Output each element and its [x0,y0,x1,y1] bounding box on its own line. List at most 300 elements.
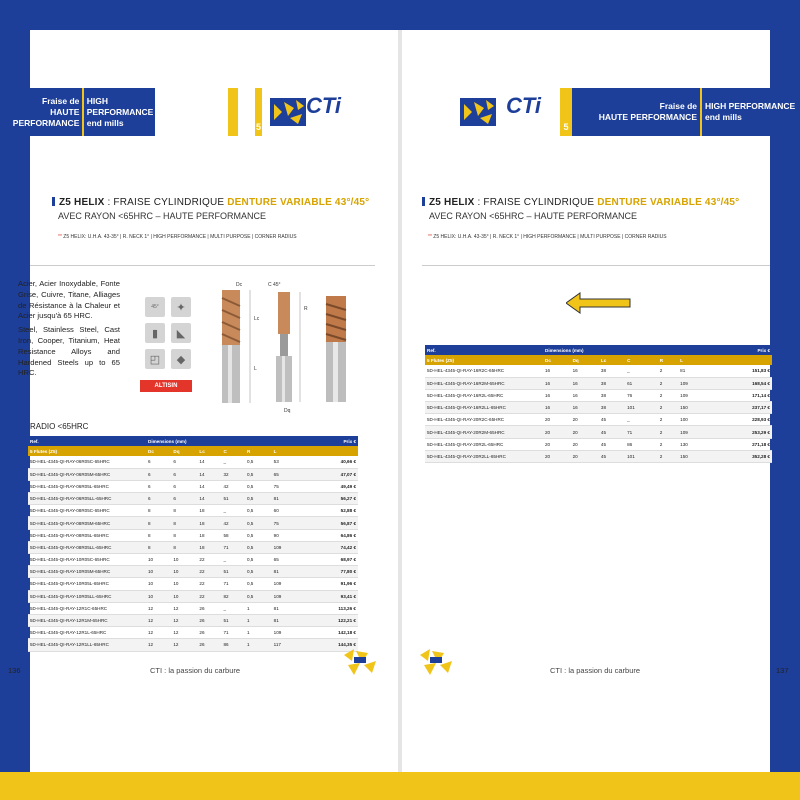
section-number: 5 [256,122,262,132]
footer-logo-left-icon [340,645,380,677]
dimension-cell: 130 [678,438,711,450]
table-subheader-row [28,446,358,456]
dimension-cell: 12 [146,627,171,639]
dimension-cell: 16 [543,389,571,401]
col-l: L [272,446,302,456]
col-dc: Dc [146,446,171,456]
table-row [28,529,358,541]
ref-cell: 5D-HEL-4345-QI-RAY-16R2M-65HRC [425,377,543,389]
page-number-left: 136 [8,666,21,675]
dimension-cell: 0,5 [245,590,272,602]
dimension-cell: 20 [543,438,571,450]
dimension-cell: 86 [222,639,245,651]
dimension-cell: 16 [571,402,599,414]
ref-cell: 5D-HEL-4345-QI-RAY-06R05LL-65HRC [28,493,146,505]
dimension-cell: _ [222,456,245,468]
ref-cell: 5D-HEL-4345-QI-RAY-16R2LL-65HRC [425,402,543,414]
dimension-cell: 0,5 [245,493,272,505]
dimension-cell: 6 [171,480,197,492]
right-header-en-line1: HIGH PERFORMANCE [705,101,796,111]
table-row [425,438,772,450]
diagram-label-lc: Lc [254,316,260,322]
dimension-cell: 45 [599,426,625,438]
footer-tagline-left: CTI : la passion du carbure [150,666,241,675]
footer-tagline-right: CTI : la passion du carbure [550,666,641,675]
dimension-cell: 60 [272,505,302,517]
diagram-label-l: L [254,366,257,372]
dimension-cell: 26 [197,639,221,651]
dimension-cell: 10 [146,566,171,578]
ref-cell: 5D-HEL-4345-QI-RAY-12R1M-65HRC [28,614,146,626]
table-row [425,414,772,426]
dimension-cell: 0,5 [245,529,272,541]
left-product-subtitle: AVEC RAYON <65HRC – HAUTE PERFORMANCE [58,211,266,221]
description-en: Steel, Stainless Steel, Cast Iron, Cooper, Titanium, Heat Resistance Alloys and Hardened Steels up to 65 HRC. [18,325,120,378]
left-header-en [84,88,155,136]
dimension-cell: 42 [222,517,245,529]
ref-cell: 5D-HEL-4345-QI-RAY-06R05M-65HRC [28,468,146,480]
ref-cell: 5D-HEL-4345-QI-RAY-08R05LL-65HRC [28,541,146,553]
dimension-cell: 6 [146,493,171,505]
dimension-cell: 38 [599,389,625,401]
dimension-cell: 71 [222,541,245,553]
table-row [28,493,358,505]
ref-cell: 5D-HEL-4345-QI-RAY-12R1LL-65HRC [28,639,146,651]
dimension-cell: 2 [658,377,678,389]
dimension-cell: 42 [222,480,245,492]
table-row [28,554,358,566]
price-cell: 113,26 € [302,602,358,614]
dimension-cell: 81 [272,614,302,626]
right-tags [428,234,667,240]
dimension-cell: 10 [146,590,171,602]
dimension-cell: 8 [171,541,197,553]
price-cell: 47,07 € [302,468,358,480]
price-cell: 352,28 € [711,450,772,462]
dimension-cell: 38 [599,365,625,377]
price-cell: 237,17 € [711,402,772,414]
dimension-cell: 8 [171,529,197,541]
right-table-header-row [425,345,772,355]
dimension-cell: _ [222,602,245,614]
col-lc: Lc [197,446,221,456]
dimension-cell: 0,5 [245,517,272,529]
dimension-cell: 10 [171,566,197,578]
angle-label: 45° [151,304,159,310]
table-row [425,365,772,377]
dimension-cell: _ [222,554,245,566]
header-en-line1: HIGH PERFORMANCE [86,95,154,117]
ref-cell: 5D-HEL-4345-QI-RAY-20R2LL-65HRC [425,450,543,462]
price-cell: 151,83 € [711,365,772,377]
table-row [28,480,358,492]
right-tags-star: ** [428,234,432,240]
dimension-cell: 14 [197,480,221,492]
ref-cell: 5D-HEL-4345-QI-RAY-06R05C-65HRC [28,456,146,468]
right-table-subheader-row [425,355,772,365]
dimension-cell: 117 [272,639,302,651]
dimension-cell: 150 [678,450,711,462]
dimension-cell: 26 [197,614,221,626]
dimension-cell: 81 [272,566,302,578]
col-r: R [245,446,272,456]
dimension-cell: 109 [272,590,302,602]
ref-cell: 5D-HEL-4345-QI-RAY-16R2C-65HRC [425,365,543,377]
table-row [28,602,358,614]
dimension-cell: 22 [197,578,221,590]
dimension-cell: 81 [272,602,302,614]
coating-badge: ALTISIN [140,380,192,392]
dimension-cell: 32 [222,468,245,480]
dimension-cell: 2 [658,450,678,462]
dimension-cell: 101 [625,450,658,462]
price-cell: 168,54 € [711,377,772,389]
right-col-c: C [625,355,658,365]
table-row [28,541,358,553]
ref-cell: 5D-HEL-4345-QI-RAY-08R05M-65HRC [28,517,146,529]
dimension-cell: 12 [146,602,171,614]
dimension-cell: 101 [625,402,658,414]
title-bar-icon [52,197,55,206]
dimension-cell: 38 [599,377,625,389]
price-cell: 144,35 € [302,639,358,651]
dimension-cell: 82 [222,590,245,602]
dimension-cell: 109 [272,541,302,553]
right-col-l: L [678,355,711,365]
price-cell: 74,42 € [302,541,358,553]
dimension-cell: 6 [171,456,197,468]
price-cell: 171,14 € [711,389,772,401]
dimension-cell: 26 [197,602,221,614]
right-header-en-line2: end mills [705,112,742,122]
ramping-icon: ◆ [171,349,191,369]
page-number-right: 137 [776,666,789,675]
right-tags-text: Z5 HELIX: U.H.A. 43-35° | R. NECK 1° | HIGH PERFORMANCE | MULTI PURPOSE | CORNER RADIUS [433,234,667,240]
table-row [28,639,358,651]
dimension-cell: 8 [146,529,171,541]
dimension-cell: 16 [543,402,571,414]
dimension-cell: 6 [146,456,171,468]
col-price: Prix € [302,436,358,446]
table-row [28,468,358,480]
dimension-cell: 12 [146,614,171,626]
dimension-cell: 0,5 [245,468,272,480]
dimension-cell: 1 [245,627,272,639]
dimension-cell: 20 [571,438,599,450]
diagram-label-dc: Dc [236,282,243,288]
col-ref: Ref. [28,436,146,446]
dimension-cell: 10 [146,578,171,590]
dimension-cell: 14 [197,468,221,480]
table-row [425,402,772,414]
dimension-cell: 100 [678,414,711,426]
left-arrow-icon [566,292,632,314]
dimension-cell: 86 [625,438,658,450]
table-row [28,456,358,468]
dimension-cell: 20 [571,426,599,438]
ref-cell: 5D-HEL-4345-QI-RAY-10R05L-65HRC [28,578,146,590]
dimension-cell: 2 [658,426,678,438]
dimension-cell: 109 [272,578,302,590]
dimension-cell: 12 [146,639,171,651]
right-col-lc: Lc [599,355,625,365]
price-cell: 77,80 € [302,566,358,578]
dimension-cell: 6 [146,468,171,480]
dimension-cell: 16 [543,377,571,389]
table-row [425,426,772,438]
dimension-cell: 75 [272,517,302,529]
dimension-cell: 20 [571,414,599,426]
dimension-cell: 20 [543,426,571,438]
dimension-cell: 0,5 [245,578,272,590]
footer-logo-right-icon [416,645,456,677]
table-row [28,505,358,517]
col-dimensions: Dimensions (mm) [146,436,302,446]
dimension-cell: 61 [625,377,658,389]
dimension-cell: 10 [171,554,197,566]
dimension-cell: 0,5 [245,480,272,492]
table-row [425,377,772,389]
right-col-dc: Dc [543,355,571,365]
dimension-cell: 51 [222,566,245,578]
dimension-cell: 16 [543,365,571,377]
dimension-cell: 22 [197,566,221,578]
dimension-cell: _ [222,505,245,517]
dimension-cell: 20 [571,450,599,462]
dimension-cell: 2 [658,414,678,426]
dimension-cell: 1 [245,614,272,626]
section-tab [255,88,262,136]
right-product-subtitle: AVEC RAYON <65HRC – HAUTE PERFORMANCE [429,211,637,221]
ref-cell: 5D-HEL-4345-QI-RAY-20R2L-65HRC [425,438,543,450]
ref-cell: 5D-HEL-4345-QI-RAY-10R05C-65HRC [28,554,146,566]
dimension-cell: 0,5 [245,456,272,468]
dimension-cell: 90 [272,529,302,541]
left-logo-text: CTi [306,93,342,118]
price-cell: 64,86 € [302,529,358,541]
table-row [28,614,358,626]
price-cell: 142,18 € [302,627,358,639]
right-col-ref: Ref. [425,345,543,355]
dimension-cell: 2 [658,402,678,414]
right-header-fr-line2: HAUTE PERFORMANCE [598,112,697,122]
dimension-cell: 18 [197,517,221,529]
diagram-label-c45: C 45° [268,282,281,288]
header-fr-line2: HAUTE PERFORMANCE [12,106,80,128]
tags-text: Z5 HELIX: U.H.A. 43-35° | R. NECK 1° | HIGH PERFORMANCE | MULTI PURPOSE | CORNER RADIUS [63,234,297,240]
radio-label: RADIO <65HRC [30,422,89,431]
dimension-cell: 26 [197,627,221,639]
left-section-number: 5 [228,162,233,171]
dimension-cell: 71 [625,426,658,438]
dimension-cell: 1 [245,602,272,614]
dimension-cell: 150 [678,402,711,414]
price-cell: 91,96 € [302,578,358,590]
table-header-row [28,436,358,446]
left-product-title [52,197,369,208]
dimension-cell: 10 [171,578,197,590]
ref-cell: 5D-HEL-4345-QI-RAY-20R2C-65HRC [425,414,543,426]
top-frame [0,0,800,30]
description-fr: Acier, Acier Inoxydable, Fonte Grise, Cuivre, Titane, Alliages de Résistance à la Chaleur et Acier jusqu'à 65 HRC. [18,279,120,321]
left-header-band [0,88,262,136]
col-flutes: 5 Flutes (Z5) [28,446,146,456]
price-cell: 228,93 € [711,414,772,426]
table-row [28,566,358,578]
pocket-icon: ◰ [145,349,165,369]
right-title-bar-icon [422,197,425,206]
dimension-cell: 76 [625,389,658,401]
ref-cell: 5D-HEL-4345-QI-RAY-12R1L-65HRC [28,627,146,639]
right-header-fr [572,88,700,136]
dimension-cell: 2 [658,365,678,377]
dimension-cell: 58 [222,529,245,541]
right-product-title [422,197,739,208]
slotting-icon: ▮ [145,323,165,343]
dimension-cell: 45 [599,414,625,426]
left-divider [30,265,375,266]
price-cell: 271,18 € [711,438,772,450]
ref-cell: 5D-HEL-4345-QI-RAY-20R2M-65HRC [425,426,543,438]
table-row [28,517,358,529]
table-row [425,389,772,401]
dimension-cell: 8 [171,517,197,529]
dimension-cell: 1 [245,639,272,651]
dimension-cell: 18 [197,505,221,517]
table-row [28,627,358,639]
dimension-cell: 6 [146,480,171,492]
dimension-cell: 8 [171,505,197,517]
dimension-cell: 6 [171,468,197,480]
dimension-cell: 2 [658,438,678,450]
left-header-fr [0,88,82,136]
dimension-cell: 0,5 [245,566,272,578]
right-section-number: 5 [563,122,569,132]
diagram-label-r: R [304,306,308,312]
right-col-r: R [658,355,678,365]
dimension-cell: 8 [146,505,171,517]
dimension-cell: 8 [146,541,171,553]
dimension-cell: 51 [222,493,245,505]
right-title-highlight: DENTURE VARIABLE 43°/45° [597,197,740,208]
col-dq: Dq [171,446,197,456]
dimension-cell: 12 [171,614,197,626]
title-bold: Z5 HELIX [59,197,105,208]
price-cell: 56,27 € [302,493,358,505]
ref-cell: 5D-HEL-4345-QI-RAY-08R05L-65HRC [28,529,146,541]
dimension-cell: 16 [571,377,599,389]
header-en-line2: end mills [86,117,124,128]
right-col-dimensions: Dimensions (mm) [543,345,711,355]
dimension-cell: 109 [678,377,711,389]
ref-cell: 5D-HEL-4345-QI-RAY-10R05M-65HRC [28,566,146,578]
right-divider [422,265,770,266]
dimension-cell: 81 [678,365,711,377]
dimension-cell: 2 [658,389,678,401]
dimension-cell: 81 [272,493,302,505]
dimension-cell: 20 [543,450,571,462]
bottom-frame [0,772,800,800]
title-highlight: DENTURE VARIABLE 43°/45° [227,197,370,208]
material-icon: ✦ [171,297,191,317]
price-cell: 122,21 € [302,614,358,626]
dimension-cell: 75 [272,480,302,492]
dimension-cell: 38 [599,402,625,414]
tool-drawing-icon [210,280,360,415]
dimension-cell: 6 [171,493,197,505]
right-header-en [702,88,800,136]
dimension-cell: 10 [171,590,197,602]
left-section-tab [228,88,238,136]
dimension-cell: 45 [599,450,625,462]
right-price-table [425,345,772,463]
dimension-cell: 14 [197,456,221,468]
price-cell: 56,87 € [302,517,358,529]
ref-cell: 5D-HEL-4345-QI-RAY-12R1C-65HRC [28,602,146,614]
ref-cell: 5D-HEL-4345-QI-RAY-16R2L-65HRC [425,389,543,401]
dimension-cell: 12 [171,627,197,639]
dimension-cell: 45 [599,438,625,450]
col-c: C [222,446,245,456]
price-cell: 49,49 € [302,480,358,492]
cti-logo-icon-right [458,92,508,132]
price-cell: 253,29 € [711,426,772,438]
left-price-table [28,436,358,652]
header-fr-line1: Fraise de [42,95,80,106]
right-col-price: Prix € [711,345,772,355]
right-section-tab [560,88,572,136]
tags-star: ** [58,234,62,240]
price-cell: 93,41 € [302,590,358,602]
dimension-cell: 0,5 [245,541,272,553]
material-description [18,279,120,382]
title-rest: : FRAISE CYLINDRIQUE [104,197,228,208]
diagram-label-dq: Dq [284,408,291,414]
dimension-cell: 8 [146,517,171,529]
dimension-cell: 22 [197,554,221,566]
table-row [28,578,358,590]
dimension-cell: _ [625,414,658,426]
right-title-bold: Z5 HELIX [429,197,475,208]
dimension-cell: 18 [197,529,221,541]
dimension-cell: 12 [171,639,197,651]
dimension-cell: _ [625,365,658,377]
ref-cell: 5D-HEL-4345-QI-RAY-08R05C-65HRC [28,505,146,517]
price-cell: 40,66 € [302,456,358,468]
dimension-cell: 20 [543,414,571,426]
dimension-cell: 71 [222,627,245,639]
dimension-cell: 0,5 [245,505,272,517]
right-logo-text: CTi [506,93,542,118]
helix-angle-icon [145,297,165,317]
dimension-cell: 109 [678,426,711,438]
right-title-rest: : FRAISE CYLINDRIQUE [474,197,598,208]
dimension-cell: 71 [222,578,245,590]
dimension-cell: 16 [571,365,599,377]
ref-cell: 5D-HEL-4345-QI-RAY-10R05LL-65HRC [28,590,146,602]
price-cell: 52,88 € [302,505,358,517]
right-col-flutes: 5 Flutes (Z5) [425,355,543,365]
dimension-cell: 51 [222,614,245,626]
dimension-cell: 53 [272,456,302,468]
right-header-band [560,88,800,136]
dimension-cell: 65 [272,554,302,566]
table-row [28,590,358,602]
price-cell: 68,97 € [302,554,358,566]
ref-cell: 5D-HEL-4345-QI-RAY-06R05L-65HRC [28,480,146,492]
dimension-cell: 65 [272,468,302,480]
dimension-cell: 10 [146,554,171,566]
